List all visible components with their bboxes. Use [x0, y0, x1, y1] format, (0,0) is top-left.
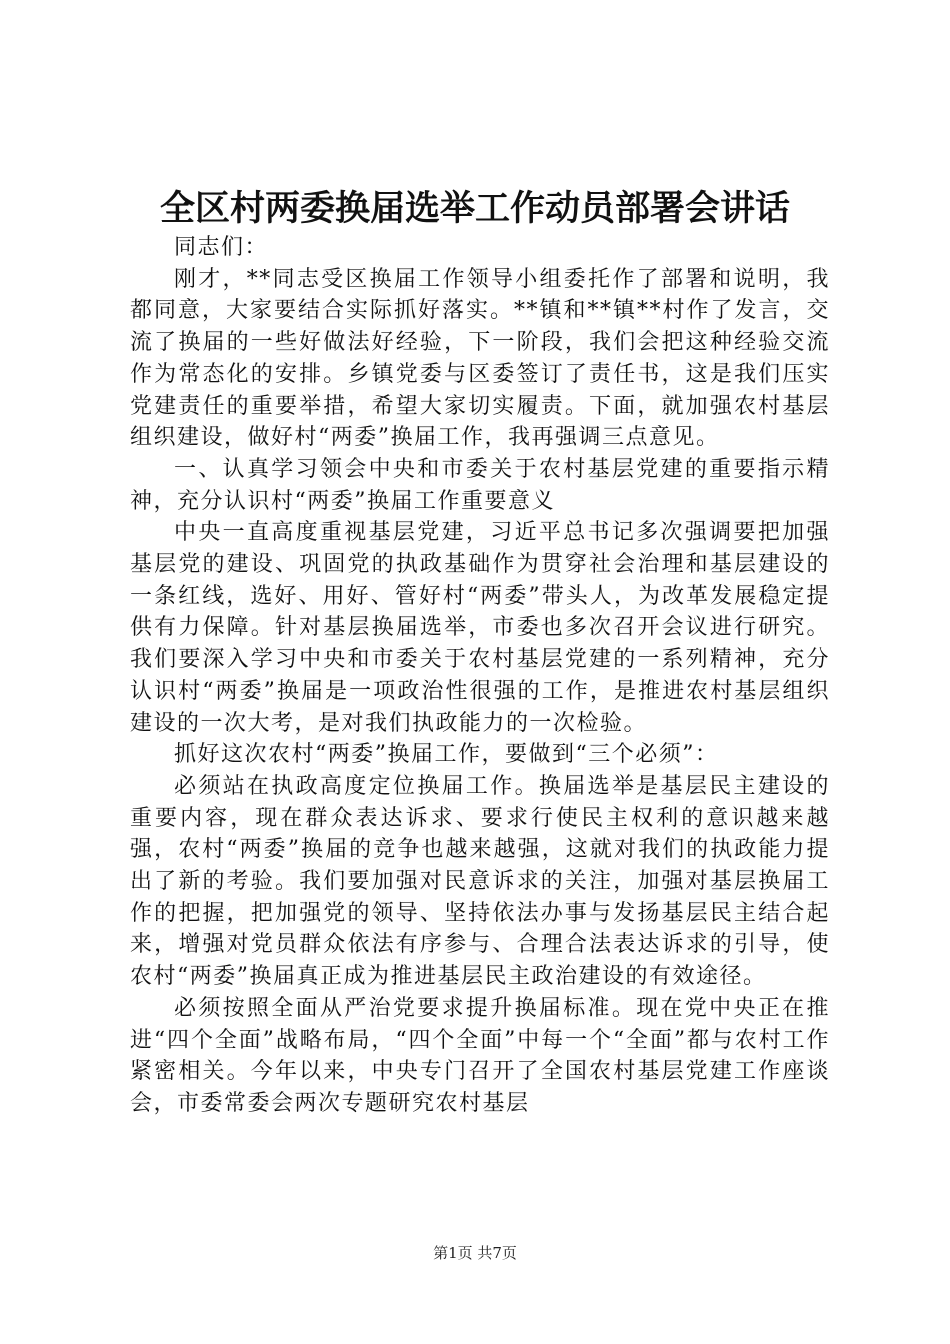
page-number-footer: 第1页 共7页 [433, 1244, 517, 1262]
intro-paragraph: 刚才，**同志受区换届工作领导小组委托作了部署和说明，我都同意，大家要结合实际抓好落实。**镇和**镇**村作了发言，交流了换届的一些好做法好经验，下一阶段，我们会把这种经验交流作为常态化的安排。乡镇党委与区委签订了责任书，这是我们压实党建责任的重要举措，希望大家切实履责。下面，就加强农村基层组织建设，做好村“两委”换届工作，我再强调三点意见。 [130, 266, 830, 451]
body-paragraph: 必须按照全面从严治党要求提升换届标准。现在党中央正在推进“四个全面”战略布局，“四个全面”中每一个“全面”都与农村工作紧密相关。今年以来，中央专门召开了全国农村基层党建工作座谈会，市委常委会两次专题研究农村基层 [130, 995, 831, 1116]
section-heading-1: 一、认真学习领会中央和市委关于农村基层党建的重要指示精神，充分认识村“两委”换届工作重要意义 [130, 456, 830, 514]
document-title: 全区村两委换届选举工作动员部署会讲话 [159, 189, 790, 229]
body-paragraph: 抓好这次农村“两委”换届工作，要做到“三个必须”： [174, 742, 719, 768]
body-paragraph: 必须站在执政高度定位换届工作。换届选举是基层民主建设的重要内容，现在群众表达诉求、要求行使民主权利的意识越来越强，农村“两委”换届的竞争也越来越强，这就对我们的执政能力提出了新的考验。我们要加强对民意诉求的关注，加强对基层换届工作的把握，把加强党的领导、坚持依法办事与发扬基层民主结合起来，增强对党员群众依法有序参与、合理合法表达诉求的引导，使农村“两委”换届真正成为推进基层民主政治建设的有效途径。 [130, 773, 830, 990]
salutation-paragraph: 同志们： [174, 235, 269, 260]
document-body [130, 232, 830, 1120]
body-paragraph: 中央一直高度重视基层党建，习近平总书记多次强调要把加强基层党的建设、巩固党的执政基础作为贯穿社会治理和基层建设的一条红线，选好、用好、管好村“两委”带头人，为改革发展稳定提供有力保障。针对基层换届选举，市委也多次召开会议进行研究。我们要深入学习中央和市委关于农村基层党建的一系列精神，充分认识村“两委”换届是一项政治性很强的工作，是推进农村基层组织建设的一次大考，是对我们执政能力的一次检验。 [130, 520, 830, 736]
